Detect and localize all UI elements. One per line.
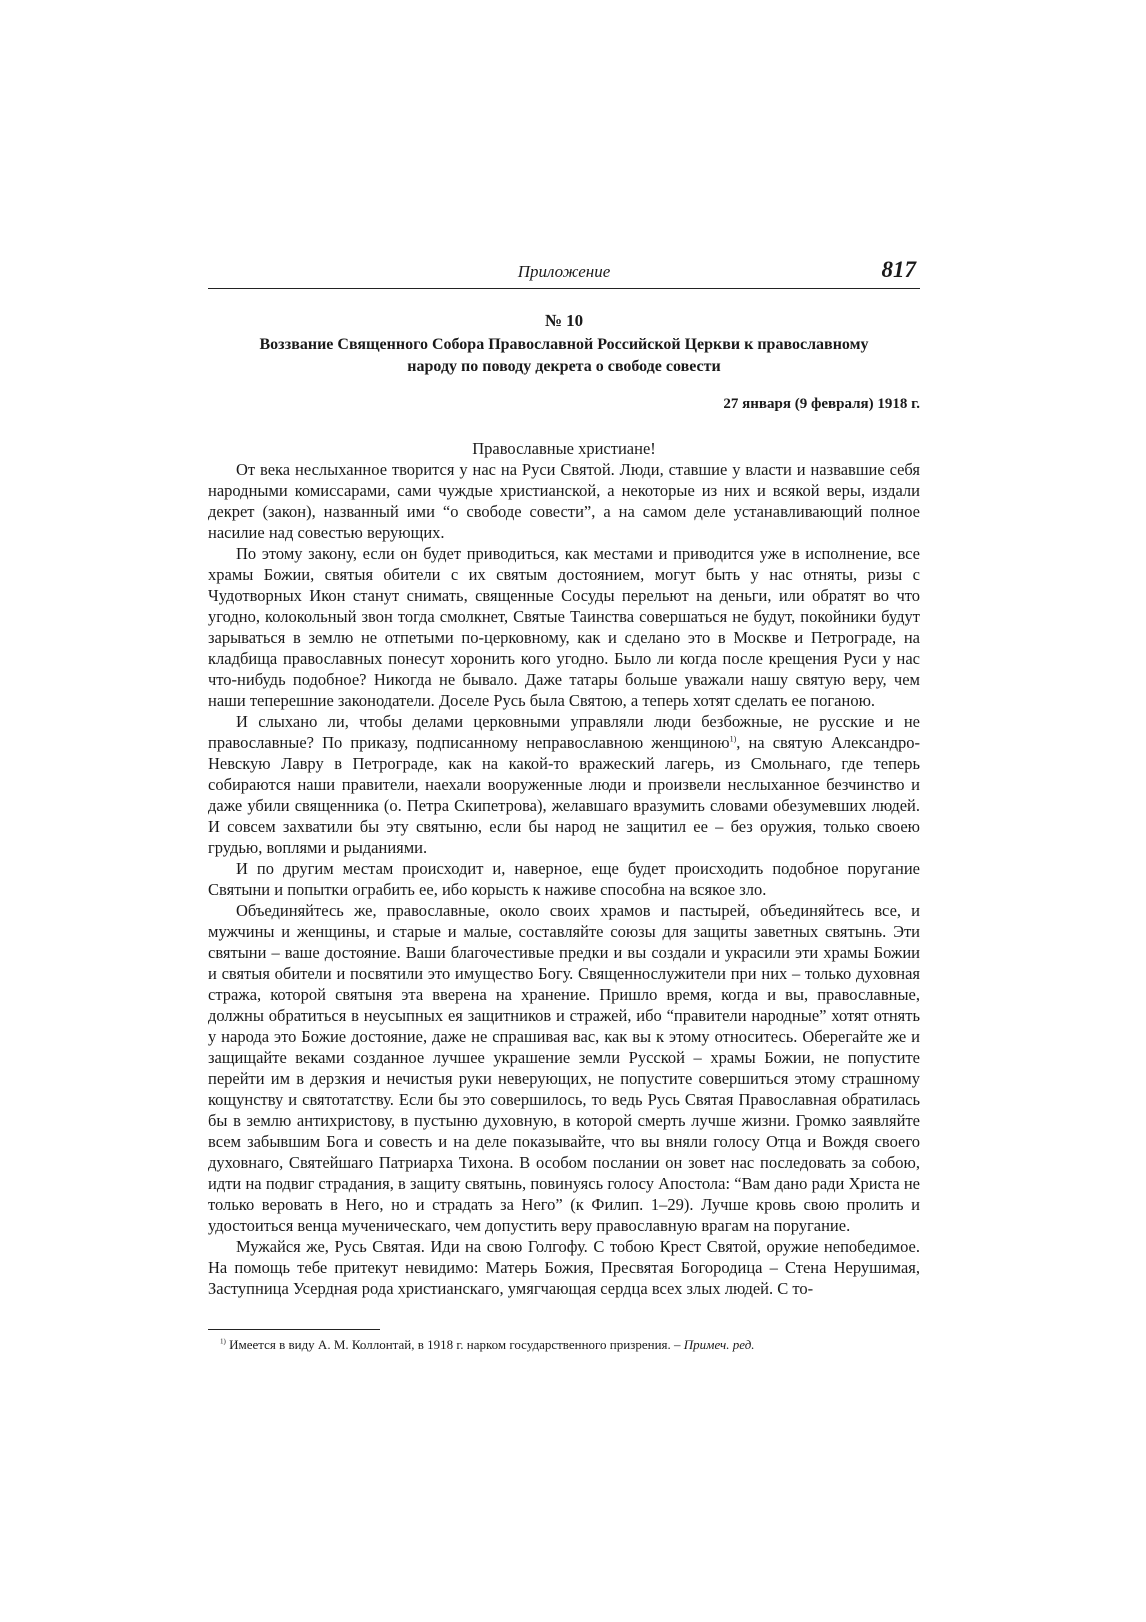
document-number: № 10 <box>544 311 584 330</box>
running-head <box>208 256 920 289</box>
paragraph-3 <box>208 711 920 858</box>
running-title: Приложение <box>517 262 611 281</box>
footnote <box>220 1336 920 1354</box>
paragraph-1: От века неслыханное творится у нас на Руси Святой. Люди, ставшие у власти и назвавшие себя народными комиссарами, сами чуждые христианской, а некоторые из них и всякой веры, издали декрет (закон), названный ими “о свободе совести”, а на самом деле устанавливающий полное насилие над совестью верующих. <box>208 460 920 542</box>
footnote-reference: 1) <box>729 734 737 744</box>
paragraph-2: По этому закону, если он будет приводиться, как местами и приводится уже в исполнение, все храмы Божии, святыя обители с их святым достоянием, могут быть у нас отняты, ризы с Чудотворных Икон станут снимать, священные Сосуды перельют на деньги, или обратят во что угодно, колокольный звон тогда смолкнет, Святые Таинства совершаться не будут, покойники будут зарываться в землю не отпетыми по-церковному, как и сделано это в Москве и Петрограде, на кладбища православных понесут хоронить кого угодно. Было ли когда после крещения Руси у нас что-нибудь подобное? Никогда не бывало. Даже татары больше уважали нашу святую веру, чем наши теперешние законодатели. Доселе Русь была Святою, а теперь хотят сделать ее поганою. <box>208 544 920 710</box>
page-number: 817 <box>881 257 916 282</box>
paragraph-6: Мужайся же, Русь Святая. Иди на свою Голгофу. С тобою Крест Святой, оружие непобедимое. На помощь тебе притекут невидимо: Матерь Божия, Пресвятая Богородица – Стена Нерушимая, Заступница Усердная рода христианскаго, умягчающая сердца всех злых людей. С то- <box>208 1237 920 1298</box>
paragraph-3-part-1: И слыхано ли, чтобы делами церковными управляли люди безбожные, не русские и не православные? По приказу, подписанному неправославною женщиною <box>208 712 920 752</box>
salutation: Православные христиане! <box>472 439 656 458</box>
footnote-text: Имеется в виду А. М. Коллонтай, в 1918 г. нарком государственного призрения. – <box>225 1337 684 1352</box>
paragraph-5: Объединяйтесь же, православные, около своих храмов и пастырей, объединяйтесь все, и мужчины и женщины, и старые и малые, составляйте союзы для защиты заветных святынь. Эти святыни – ваше достояние. Ваши благочестивые предки и вы создали и украсили эти храмы Божии и святыя обители и посвятили это имущество Богу. Священнослужители при них – только духовная стража, которой святыня эта вверена на хранение. Пришло время, когда и вы, православные, должны обратиться в неусыпных ея защитников и стражей, ибо “правители народные” хотят отнять у народа это Божие достояние, даже не спрашивая вас, как вы к этому относитесь. Оберегайте же и защищайте веками созданное лучшее украшение земли Русской – храмы Божии, не попустите перейти им в дерзкия и нечистыя руки неверующих, не попустите совершиться этому страшному кощунству и святотатству. Если бы это совершилось, то ведь Русь Святая Православная обратилась бы в землю антихристову, в пустыню духовную, в которой смерть лучше жизни. Громко заявляйте всем забывшим Бога и совесть и на деле показывайте, что вы вняли голосу Отца и Вождя своего духовнаго, Святейшаго Патриарха Тихона. В особом послании он зовет нас последовать за собою, идти на подвиг страдания, в защиту святынь, повинуясь голосу Апостола: “Вам дано ради Христа не только веровать в Него, но и страдать за Него” (к Филип. 1–29). Лучше кровь свою пролить и удостоиться венца мученическаго, чем допустить веру православную врагам на поругание. <box>208 901 920 1235</box>
document-date: 27 января (9 февраля) 1918 г. <box>723 396 920 412</box>
footnote-divider <box>208 1329 380 1330</box>
footnote-mark: 1) <box>220 1337 226 1346</box>
paragraph-3-part-2: , на святую Александро-Невскую Лавру в Петрограде, как на какой-то вражеский лагерь, из Смольнаго, где теперь собираются наши правители, наехали вооруженные люди и произвели неслыханное безчинство и даже убили священника (о. Петра Скипетрова), желавшаго вразумить словами обезумевших людей. И совсем захватили бы эту святыню, если бы народ не защитил ее – без оружия, только своею грудью, воплями и рыданиями. <box>208 733 920 857</box>
document-title: Воззвание Священного Собора Православной Российской Церкви к православному народу по поводу декрета о свободе совести <box>259 336 869 375</box>
document-body <box>208 459 920 1299</box>
book-page <box>208 256 920 1354</box>
footnote-editor-note: Примеч. ред. <box>683 1337 755 1352</box>
paragraph-4: И по другим местам происходит и, наверное, еще будет происходить подобное поругание Святыни и попытки ограбить ее, ибо корысть к наживе способна на всякое зло. <box>208 859 920 899</box>
